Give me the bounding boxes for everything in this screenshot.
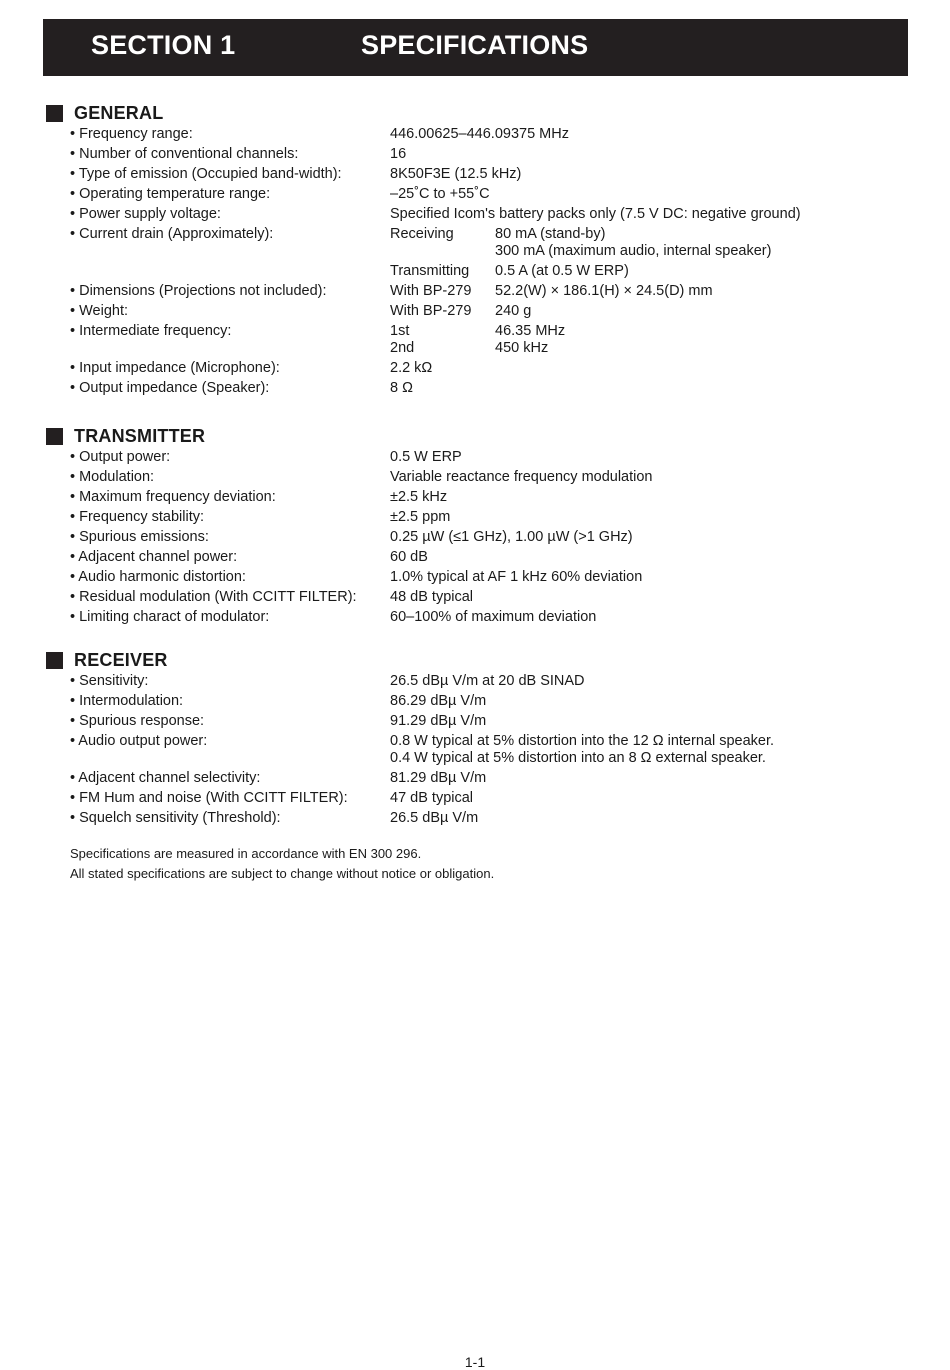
spec-label: • Squelch sensitivity (Threshold):	[70, 810, 281, 826]
spec-row	[46, 449, 916, 469]
spec-value: 47 dB typical	[390, 790, 474, 806]
spec-value: 0.8 W typical at 5% distortion into the 12 Ω internal speaker.	[390, 733, 775, 749]
spec-value: 446.00625–446.09375 MHz	[390, 126, 569, 142]
spec-values	[390, 469, 916, 486]
spec-row	[46, 126, 916, 146]
spec-values	[390, 380, 916, 397]
spec-label: • Power supply voltage:	[70, 206, 221, 222]
spec-subvalue	[495, 303, 531, 320]
note-text: Specifications are measured in accordance with EN 300 296.	[70, 846, 422, 861]
spec-values	[390, 693, 916, 710]
spec-value: ±2.5 ppm	[390, 509, 451, 525]
section-heading	[46, 651, 916, 673]
spec-subrow	[390, 263, 916, 280]
section-heading	[46, 427, 916, 449]
spec-values	[390, 226, 916, 280]
spec-values	[390, 589, 916, 606]
section-title: SPECIFICATIONS	[361, 30, 589, 60]
spec-label: • Output power:	[70, 449, 171, 465]
spec-value: 1.0% typical at AF 1 kHz 60% deviation	[390, 569, 643, 585]
square-bullet-icon	[46, 105, 63, 122]
spec-value: 60–100% of maximum deviation	[390, 609, 597, 625]
spec-label: • Audio output power:	[70, 733, 208, 749]
spec-subrow	[390, 303, 916, 320]
spec-values	[390, 146, 916, 163]
section-banner	[43, 19, 908, 76]
spec-label: • Frequency range:	[70, 126, 193, 142]
spec-label: • Frequency stability:	[70, 509, 205, 525]
spec-label: • Dimensions (Projections not included):	[70, 283, 327, 299]
spec-list	[46, 449, 916, 629]
spec-value: 0.4 W typical at 5% distortion into an 8 Ω external speaker.	[390, 750, 766, 766]
spec-value: 240 g	[495, 303, 532, 319]
spec-row	[46, 146, 916, 166]
section-heading-text: GENERAL	[74, 103, 164, 123]
spec-label: • Residual modulation (With CCITT FILTER):	[70, 589, 357, 605]
spec-values	[390, 449, 916, 466]
spec-values	[390, 790, 916, 807]
spec-row	[46, 283, 916, 303]
spec-values	[390, 569, 916, 586]
spec-value: 81.29 dBµ V/m	[390, 770, 487, 786]
spec-value: 16	[390, 146, 407, 162]
spec-subrow	[390, 340, 916, 357]
spec-values	[390, 733, 916, 767]
spec-value: 26.5 dBµ V/m	[390, 810, 479, 826]
spec-label: • Audio harmonic distortion:	[70, 569, 246, 585]
notes	[70, 844, 494, 884]
square-bullet-icon	[46, 428, 63, 445]
spec-values	[390, 489, 916, 506]
spec-values	[390, 283, 916, 300]
spec-row	[46, 469, 916, 489]
spec-label: • Current drain (Approximately):	[70, 226, 274, 242]
spec-row	[46, 323, 916, 360]
spec-value: 0.5 A (at 0.5 W ERP)	[495, 263, 629, 279]
general-section	[46, 104, 916, 400]
spec-values	[390, 360, 916, 377]
spec-values	[390, 323, 916, 357]
spec-subrow	[390, 283, 916, 300]
spec-values	[390, 529, 916, 546]
spec-subkey: 2nd	[390, 340, 415, 356]
spec-value: 91.29 dBµ V/m	[390, 713, 487, 729]
spec-subkey: Receiving	[390, 226, 454, 242]
spec-value: 52.2(W) × 186.1(H) × 24.5(D) mm	[495, 283, 713, 299]
section-heading-text: RECEIVER	[74, 650, 168, 670]
spec-value: 46.35 MHz	[495, 323, 566, 339]
spec-row	[46, 186, 916, 206]
spec-row	[46, 733, 916, 770]
spec-values	[390, 206, 916, 223]
spec-label: • Modulation:	[70, 469, 155, 485]
spec-value: ±2.5 kHz	[390, 489, 448, 505]
spec-row	[46, 549, 916, 569]
spec-value: 300 mA (maximum audio, internal speaker)	[495, 243, 772, 259]
spec-subvalue	[495, 340, 548, 357]
spec-subkey: 1st	[390, 323, 410, 339]
spec-label: • Adjacent channel selectivity:	[70, 770, 261, 786]
spec-label: • Maximum frequency deviation:	[70, 489, 276, 505]
section-number: SECTION 1	[91, 30, 236, 60]
spec-row	[46, 790, 916, 810]
spec-row	[46, 589, 916, 609]
spec-subvalue	[495, 263, 629, 280]
spec-list	[46, 126, 916, 400]
spec-row	[46, 380, 916, 400]
spec-subvalue	[495, 323, 565, 340]
spec-value: 60 dB	[390, 549, 428, 565]
spec-label: • Output impedance (Speaker):	[70, 380, 270, 396]
spec-values	[390, 509, 916, 526]
spec-value: –25˚C to +55˚C	[390, 186, 490, 202]
spec-value: Variable reactance frequency modulation	[390, 469, 653, 485]
spec-subkey: With BP-279	[390, 283, 472, 299]
spec-label: • Weight:	[70, 303, 128, 319]
spec-label: • Input impedance (Microphone):	[70, 360, 280, 376]
spec-subkey: With BP-279	[390, 303, 472, 319]
section-heading	[46, 104, 916, 126]
spec-label: • Operating temperature range:	[70, 186, 271, 202]
spec-label: • Intermediate frequency:	[70, 323, 232, 339]
spec-row	[46, 166, 916, 186]
spec-subvalue	[495, 226, 771, 260]
spec-row	[46, 303, 916, 323]
spec-label: • Type of emission (Occupied band-width):	[70, 166, 342, 182]
spec-value: 0.5 W ERP	[390, 449, 462, 465]
spec-row	[46, 226, 916, 283]
spec-row	[46, 693, 916, 713]
spec-value: 80 mA (stand-by)	[495, 226, 606, 242]
spec-subrow	[390, 323, 916, 340]
spec-row	[46, 529, 916, 549]
spec-values	[390, 810, 916, 827]
spec-label: • FM Hum and noise (With CCITT FILTER):	[70, 790, 348, 806]
spec-row	[46, 713, 916, 733]
spec-value: 48 dB typical	[390, 589, 474, 605]
spec-values	[390, 126, 916, 143]
spec-value: 8 Ω	[390, 380, 413, 396]
spec-row	[46, 489, 916, 509]
spec-values	[390, 186, 916, 203]
spec-row	[46, 509, 916, 529]
spec-list	[46, 673, 916, 830]
spec-row	[46, 673, 916, 693]
spec-row	[46, 206, 916, 226]
spec-value: 0.25 µW (≤1 GHz), 1.00 µW (>1 GHz)	[390, 529, 633, 545]
spec-values	[390, 770, 916, 787]
square-bullet-icon	[46, 652, 63, 669]
page-number: 1-1	[464, 1354, 486, 1370]
spec-label: • Limiting charact of modulator:	[70, 609, 270, 625]
receiver-section	[46, 651, 916, 830]
spec-subkey: Transmitting	[390, 263, 470, 279]
spec-row	[46, 569, 916, 589]
spec-label: • Number of conventional channels:	[70, 146, 299, 162]
spec-value: 8K50F3E (12.5 kHz)	[390, 166, 522, 182]
spec-value: 86.29 dBµ V/m	[390, 693, 487, 709]
spec-values	[390, 713, 916, 730]
section-heading-text: TRANSMITTER	[74, 426, 206, 446]
spec-label: • Spurious response:	[70, 713, 205, 729]
spec-values	[390, 673, 916, 690]
note-text: All stated specifications are subject to change without notice or obligation.	[70, 866, 495, 881]
spec-values	[390, 549, 916, 566]
spec-subvalue	[495, 283, 713, 300]
spec-row	[46, 360, 916, 380]
spec-row	[46, 609, 916, 629]
spec-label: • Spurious emissions:	[70, 529, 209, 545]
spec-label: • Adjacent channel power:	[70, 549, 238, 565]
spec-label: • Intermodulation:	[70, 693, 184, 709]
spec-value: 450 kHz	[495, 340, 549, 356]
spec-value: 26.5 dBµ V/m at 20 dB SINAD	[390, 673, 585, 689]
spec-values	[390, 303, 916, 320]
spec-row	[46, 770, 916, 790]
spec-value: Specified Icom's battery packs only (7.5 V DC: negative ground)	[390, 206, 801, 222]
spec-label: • Sensitivity:	[70, 673, 149, 689]
spec-value: 2.2 kΩ	[390, 360, 433, 376]
spec-row	[46, 810, 916, 830]
spec-values	[390, 609, 916, 626]
transmitter-section	[46, 427, 916, 629]
spec-subrow	[390, 226, 916, 260]
spec-values	[390, 166, 916, 183]
